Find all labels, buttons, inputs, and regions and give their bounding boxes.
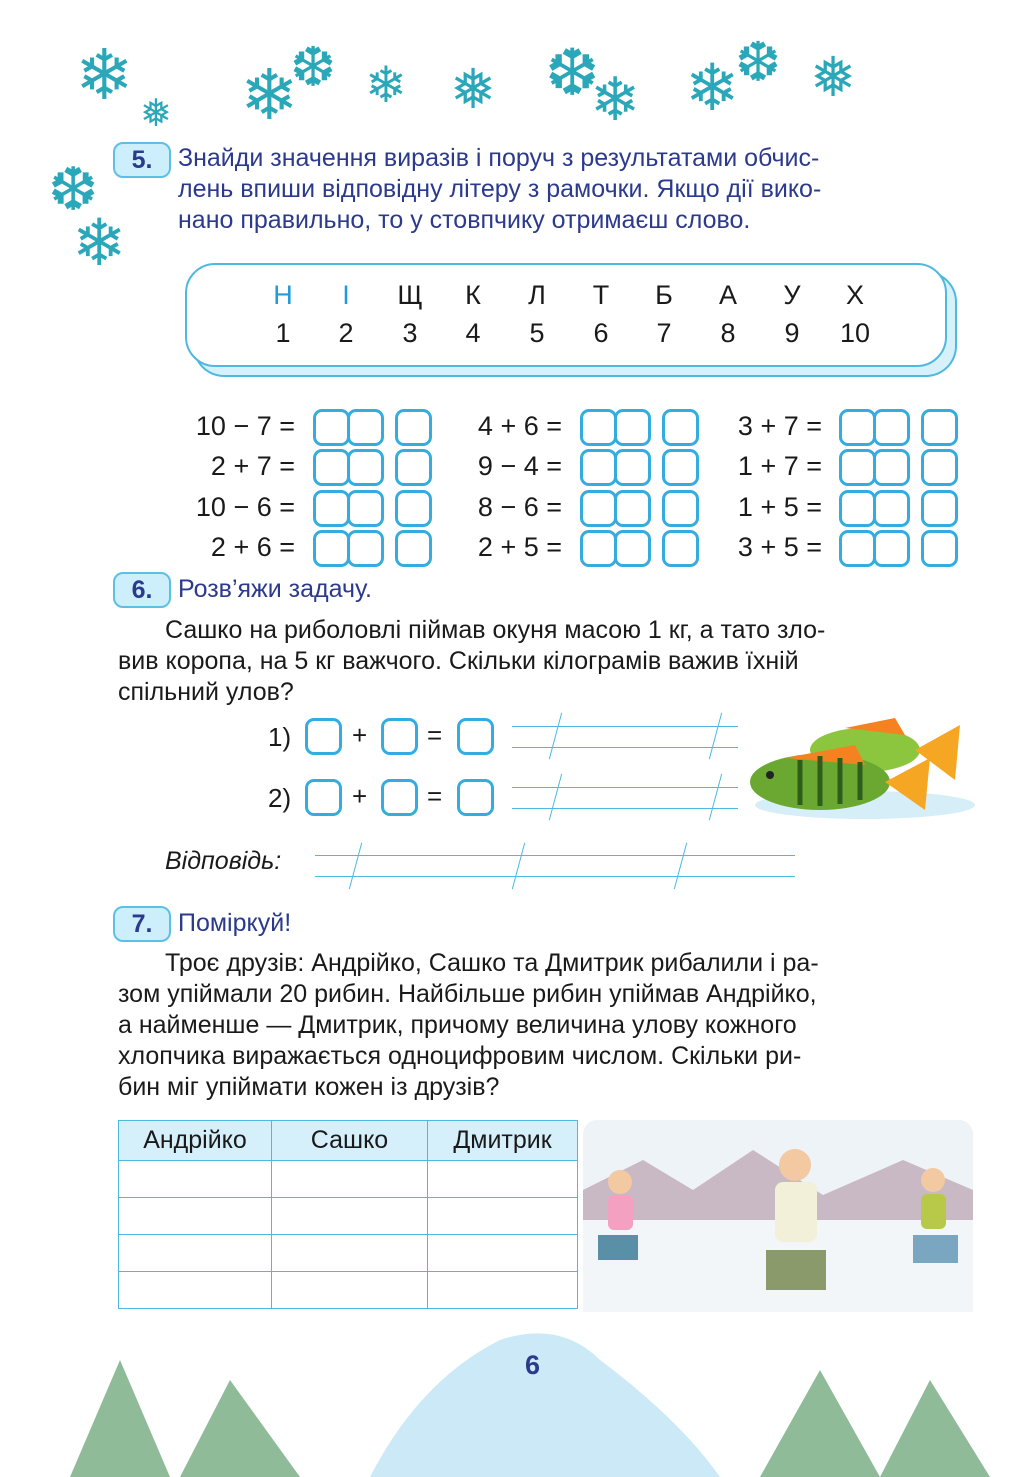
expression: 2 + 6 =: [210, 532, 295, 562]
column-header-sashko: Сашко: [272, 1121, 428, 1161]
table-cell[interactable]: [119, 1198, 272, 1235]
code-number: 6: [593, 318, 609, 348]
plus-sign: +: [352, 720, 368, 750]
answer-digit-box[interactable]: [347, 490, 384, 527]
answer-digit-box[interactable]: [873, 490, 910, 527]
answer-digit-box[interactable]: [347, 409, 384, 446]
answer-digit-box[interactable]: [347, 449, 384, 486]
instruction-line: лень впиши відповідну літеру з рамочки. Якщо дії вико-: [178, 175, 822, 203]
table-cell[interactable]: [119, 1272, 272, 1309]
code-number: 7: [656, 318, 672, 348]
snowflake-icon: ❄: [240, 56, 299, 134]
equals-sign: =: [427, 781, 443, 811]
problem-line: Сашко на риболовлі піймав окуня масою 1 кг, а тато зло-: [165, 616, 826, 644]
explanation-line: [512, 808, 738, 809]
expression: 4 + 6 =: [477, 411, 562, 441]
divider: [709, 713, 722, 760]
code-letter: Б: [655, 280, 673, 310]
code-letter: У: [783, 280, 801, 310]
table-cell[interactable]: [272, 1198, 428, 1235]
code-letter: Л: [528, 280, 546, 310]
letter-box[interactable]: [921, 409, 958, 446]
problem-line: бин міг упіймати кожен із друзів?: [118, 1073, 500, 1101]
table-row: [119, 1235, 578, 1272]
expression: 10 − 6 =: [195, 492, 295, 522]
task-5-instructions: [178, 143, 958, 236]
answer-digit-box[interactable]: [614, 490, 651, 527]
code-letter: Щ: [397, 280, 423, 310]
snowflake-icon: ❅: [810, 46, 857, 108]
answer-digit-box[interactable]: [614, 530, 651, 567]
answer-digit-box[interactable]: [580, 490, 617, 527]
code-letter: Т: [592, 280, 610, 310]
code-number: 1: [275, 318, 291, 348]
code-number: 9: [784, 318, 800, 348]
code-number: 3: [402, 318, 418, 348]
problem-line: хлопчика виражається одноцифровим числом. Скільки ри-: [118, 1042, 802, 1070]
winter-decoration: [0, 1320, 1034, 1477]
letter-box[interactable]: [395, 530, 432, 567]
answer-digit-box[interactable]: [839, 530, 876, 567]
expression: 8 − 6 =: [477, 492, 562, 522]
expression: 10 − 7 =: [195, 411, 295, 441]
answer-digit-box[interactable]: [873, 449, 910, 486]
operand-box[interactable]: [381, 718, 418, 755]
column-header-andriiko: Андрійко: [119, 1121, 272, 1161]
letter-box[interactable]: [395, 490, 432, 527]
table-cell[interactable]: [272, 1235, 428, 1272]
expression: 2 + 5 =: [477, 532, 562, 562]
table-cell[interactable]: [428, 1161, 578, 1198]
problem-line: спільний улов?: [118, 678, 294, 706]
divider: [674, 843, 687, 890]
column-header-dmytryk: Дмитрик: [428, 1121, 578, 1161]
problem-line: Троє друзів: Андрійко, Сашко та Дмитрик рибалили і ра-: [165, 949, 819, 977]
expression: 2 + 7 =: [210, 451, 295, 481]
snowflake-icon: ❅: [450, 58, 497, 120]
problem-line: зом упіймали 20 рибин. Найбільше рибин упіймав Андрійко,: [118, 980, 817, 1008]
step-label: 1): [268, 722, 292, 752]
answer-digit-box[interactable]: [580, 409, 617, 446]
task-6-problem-text: [118, 615, 956, 708]
answer-digit-box[interactable]: [614, 449, 651, 486]
table-cell[interactable]: [119, 1235, 272, 1272]
explanation-line: [512, 747, 738, 748]
letter-box[interactable]: [921, 530, 958, 567]
task-7-number-badge: 7.: [113, 906, 171, 942]
table-cell[interactable]: [272, 1161, 428, 1198]
result-box[interactable]: [457, 779, 494, 816]
snowflake-icon: ❆: [735, 31, 782, 93]
snowflake-icon: ❆: [48, 156, 99, 223]
table-row: [119, 1198, 578, 1235]
letter-box[interactable]: [395, 449, 432, 486]
answer-digit-box[interactable]: [580, 530, 617, 567]
code-letter: Н: [273, 280, 293, 310]
snowflake-icon: ❆: [545, 36, 600, 109]
table-cell[interactable]: [428, 1235, 578, 1272]
divider: [549, 713, 562, 760]
snowflake-icon: ❄: [72, 206, 127, 279]
task-6-title: Розв’яжи задачу.: [178, 575, 372, 603]
answer-digit-box[interactable]: [313, 490, 350, 527]
table-row: [119, 1272, 578, 1309]
answer-line: [315, 876, 795, 877]
instruction-line: нано правильно, то у стовпчику отримаєш слово.: [178, 206, 751, 234]
snowflake-icon: ❄: [365, 57, 407, 113]
problem-line: вив коропа, на 5 кг важчого. Скільки кілограмів важив їхній: [118, 647, 799, 675]
table-cell[interactable]: [428, 1272, 578, 1309]
code-number: 10: [839, 318, 871, 348]
snowflake-icon: ❄: [685, 51, 740, 124]
answer-digit-box[interactable]: [580, 449, 617, 486]
table-cell[interactable]: [428, 1198, 578, 1235]
page-number: 6: [525, 1350, 541, 1380]
instruction-line: Знайди значення виразів і поруч з результатами обчис-: [178, 144, 820, 172]
operand-box[interactable]: [305, 718, 342, 755]
answer-digit-box[interactable]: [873, 530, 910, 567]
expression: 1 + 7 =: [737, 451, 822, 481]
step-label: 2): [268, 783, 292, 813]
code-number: 4: [465, 318, 481, 348]
snowflake-icon: ❄: [75, 36, 134, 114]
operand-box[interactable]: [381, 779, 418, 816]
task-5-number-badge: 5.: [113, 142, 171, 178]
answer-table: [118, 1120, 578, 1309]
letter-box[interactable]: [921, 490, 958, 527]
result-box[interactable]: [457, 718, 494, 755]
answer-digit-box[interactable]: [614, 409, 651, 446]
snowflake-icon: ❄: [590, 66, 641, 133]
code-letter: І: [342, 280, 350, 310]
plus-sign: +: [352, 781, 368, 811]
expression: 1 + 5 =: [737, 492, 822, 522]
code-number: 2: [338, 318, 354, 348]
answer-line[interactable]: [315, 855, 795, 856]
answer-label: Відповідь:: [165, 847, 282, 875]
answer-digit-box[interactable]: [839, 409, 876, 446]
answer-digit-box[interactable]: [313, 530, 350, 567]
table-row: [119, 1161, 578, 1198]
answer-digit-box[interactable]: [313, 449, 350, 486]
problem-line: а найменше — Дмитрик, причому величина улову кожного: [118, 1011, 797, 1039]
table-cell[interactable]: [272, 1272, 428, 1309]
divider: [549, 774, 562, 821]
explanation-line[interactable]: [512, 787, 738, 788]
letter-box[interactable]: [395, 409, 432, 446]
fish-illustration: [745, 710, 980, 825]
expression: 3 + 5 =: [737, 532, 822, 562]
equals-sign: =: [427, 720, 443, 750]
code-letter: А: [718, 280, 737, 310]
snowflake-icon: ❆: [290, 36, 337, 98]
divider: [709, 774, 722, 821]
divider: [349, 843, 362, 890]
code-number: 5: [529, 318, 545, 348]
expression: 3 + 7 =: [737, 411, 822, 441]
ice-fishing-illustration: [583, 1120, 973, 1312]
task-6-number-badge: 6.: [113, 572, 171, 608]
task-7-title: Поміркуй!: [178, 909, 292, 937]
code-letter: К: [465, 280, 481, 310]
answer-digit-box[interactable]: [347, 530, 384, 567]
divider: [512, 843, 525, 890]
code-letter: Х: [845, 280, 864, 310]
task-7-problem-text: [118, 948, 956, 1103]
answer-digit-box[interactable]: [839, 449, 876, 486]
code-number: 8: [720, 318, 736, 348]
explanation-line[interactable]: [512, 726, 738, 727]
letter-code-box: [185, 263, 947, 367]
letter-box[interactable]: [921, 449, 958, 486]
answer-digit-box[interactable]: [873, 409, 910, 446]
operand-box[interactable]: [305, 779, 342, 816]
expression: 9 − 4 =: [477, 451, 562, 481]
answer-digit-box[interactable]: [839, 490, 876, 527]
snowflake-icon: ❅: [140, 93, 172, 135]
table-cell[interactable]: [119, 1161, 272, 1198]
answer-digit-box[interactable]: [313, 409, 350, 446]
